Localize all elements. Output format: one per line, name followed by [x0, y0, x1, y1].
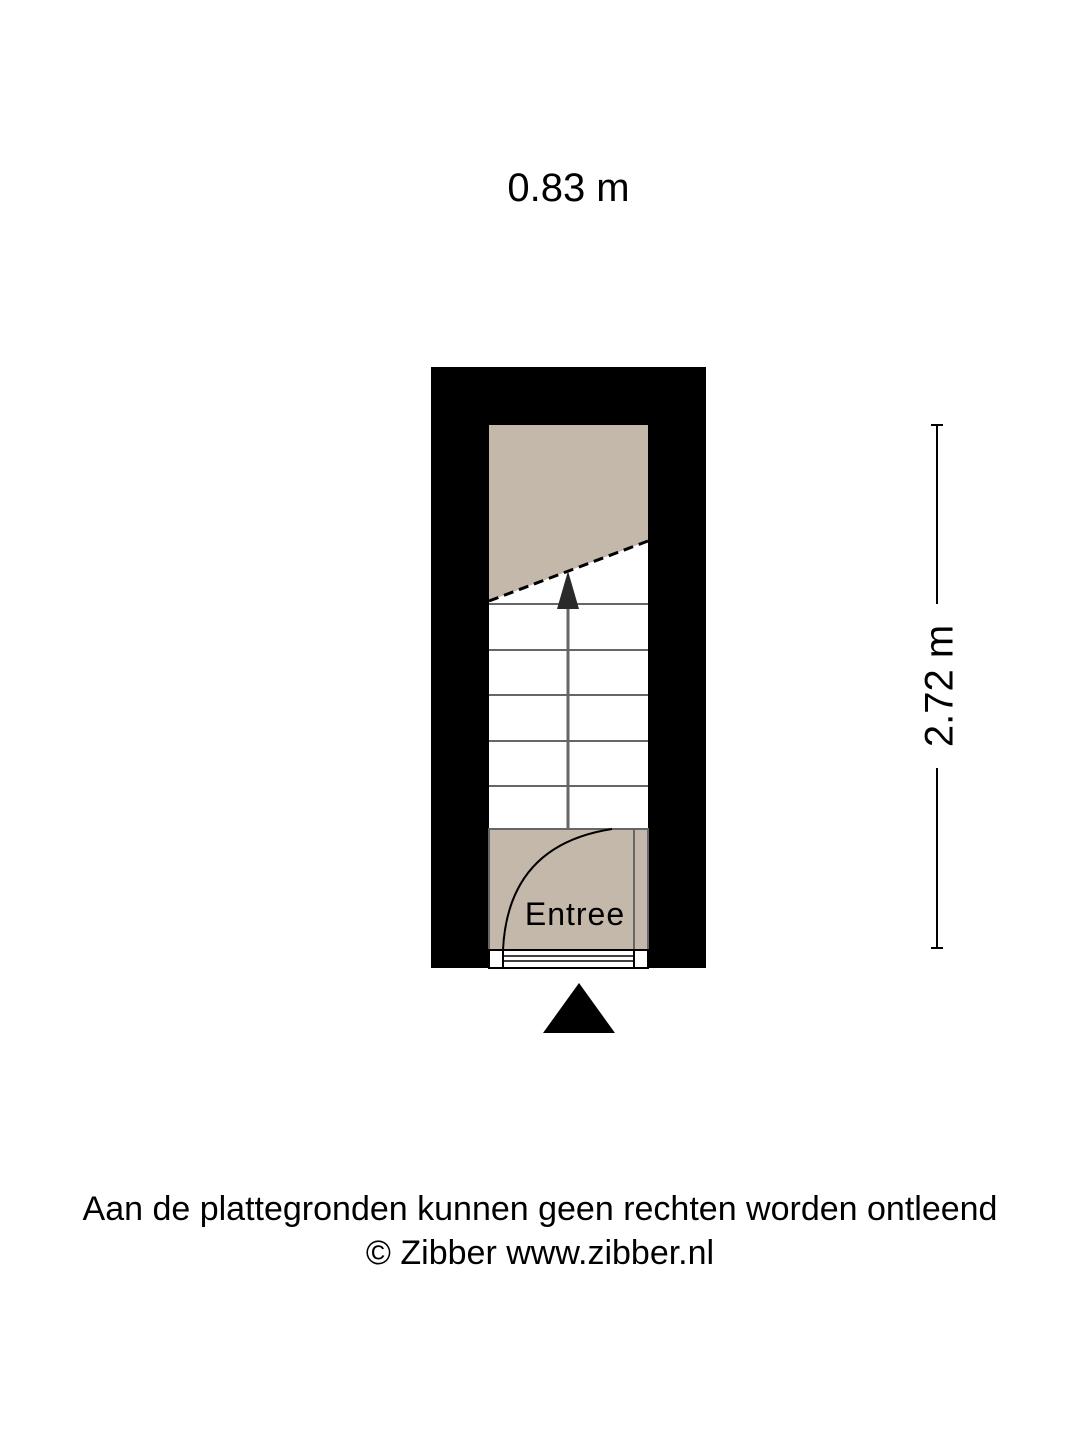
- width-dimension-label: 0.83 m: [507, 166, 630, 210]
- entrance-arrow-icon: [543, 983, 615, 1033]
- wall-top: [431, 367, 706, 425]
- disclaimer-text: Aan de plattegronden kunnen geen rechten worden ontleend: [82, 1190, 998, 1228]
- height-dimension-label: 2.72 m: [917, 624, 962, 748]
- wall-left: [431, 367, 489, 968]
- room-label-entree: Entree: [524, 896, 626, 932]
- copyright-text: © Zibber www.zibber.nl: [365, 1234, 715, 1272]
- door-threshold: [489, 950, 648, 968]
- wall-right: [648, 367, 706, 968]
